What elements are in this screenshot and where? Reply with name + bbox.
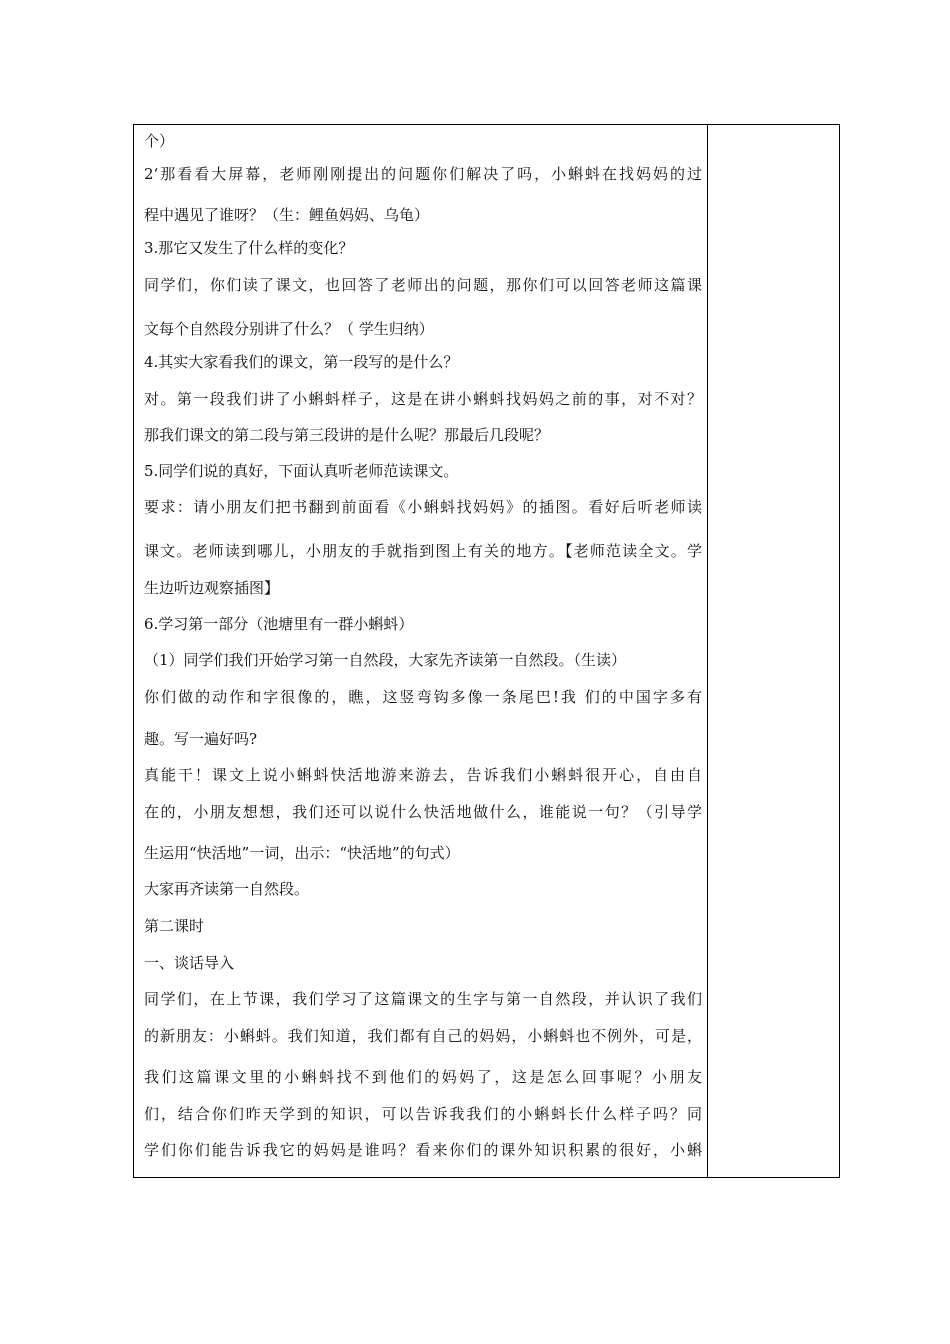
text-line-9: 那我们课文的第二段与第三段讲的是什么呢？那最后几段呢？	[144, 426, 550, 444]
text-line-1: 个）	[144, 132, 175, 150]
text-line-25: 的新朋友：小蝌蚪。我们知道，我们都有自己的妈妈，小蝌蚪也不例外，可是，	[144, 1027, 702, 1045]
text-line-13: 生边听边观察插图】	[144, 579, 280, 597]
text-line-2: 2‘那看看大屏幕，老师刚刚提出的问题你们解决了吗，小蝌蚪在找妈妈的过	[144, 165, 702, 183]
notes-cell	[708, 125, 839, 1177]
text-line-8: 对。第一段我们讲了小蝌蚪样子，这是在讲小蝌蚪找妈妈之前的事，对不对？	[144, 390, 702, 408]
text-line-3: 程中遇见了谁呀？（生：鲤鱼妈妈、乌龟）	[144, 206, 430, 224]
text-line-5: 同学们，你们读了课文，也回答了老师出的问题，那你们可以回答老师这篇课	[144, 276, 702, 294]
text-line-19: 在的，小朋友想想，我们还可以说什么快活地做什么，谁能说一句？（引导学	[144, 803, 702, 821]
text-line-14: 6.学习第一部分（池塘里有一群小蝌蚪）	[144, 615, 414, 633]
text-line-4: 3.那它又发生了什么样的变化？	[144, 239, 354, 257]
text-line-22: 第二课时	[144, 917, 205, 935]
text-line-26: 我们这篇课文里的小蝌蚪找不到他们的妈妈了，这是怎么回事呢？小朋友	[144, 1068, 702, 1086]
text-line-24: 同学们，在上节课，我们学习了这篇课文的生字与第一自然段，并认识了我们	[144, 990, 702, 1008]
text-line-17: 趣。写一遍好吗?	[144, 730, 258, 748]
text-line-28: 学们你们能告诉我它的妈妈是谁吗？看来你们的课外知识积累的很好，小蝌	[144, 1141, 702, 1159]
lesson-content-cell	[134, 125, 707, 1177]
text-line-11: 要求：请小朋友们把书翻到前面看《小蝌蚪找妈妈》的插图。看好后听老师读	[144, 498, 702, 516]
text-line-10: 5.同学们说的真好，下面认真听老师范读课文。	[144, 462, 459, 480]
text-line-6: 文每个自然段分别讲了什么？（ 学生归纳）	[144, 320, 434, 338]
text-line-27: 们，结合你们昨天学到的知识，可以告诉我我们的小蝌蚪长什么样子吗？同	[144, 1105, 702, 1123]
text-line-23: 一、谈话导入	[144, 954, 235, 972]
text-line-15: （1）同学们我们开始学习第一自然段，大家先齐读第一自然段。（生读）	[144, 651, 627, 669]
text-line-12: 课文。老师读到哪儿，小朋友的手就指到图上有关的地方。【老师范读全文。学	[144, 542, 702, 560]
text-line-16: 你们做的动作和字很像的，瞧，这竖弯钩多像一条尾巴!我 们的中国字多有	[144, 688, 702, 706]
text-line-18: 真能干！课文上说小蝌蚪快活地游来游去，告诉我们小蝌蚪很开心，自由自	[144, 766, 702, 784]
text-line-7: 4.其实大家看我们的课文，第一段写的是什么？	[144, 353, 459, 371]
text-line-20: 生运用“快活地”一词，出示：“快活地”的句式）	[144, 844, 460, 862]
text-line-21: 大家再齐读第一自然段。	[144, 880, 310, 898]
lesson-plan-table	[133, 124, 840, 1178]
